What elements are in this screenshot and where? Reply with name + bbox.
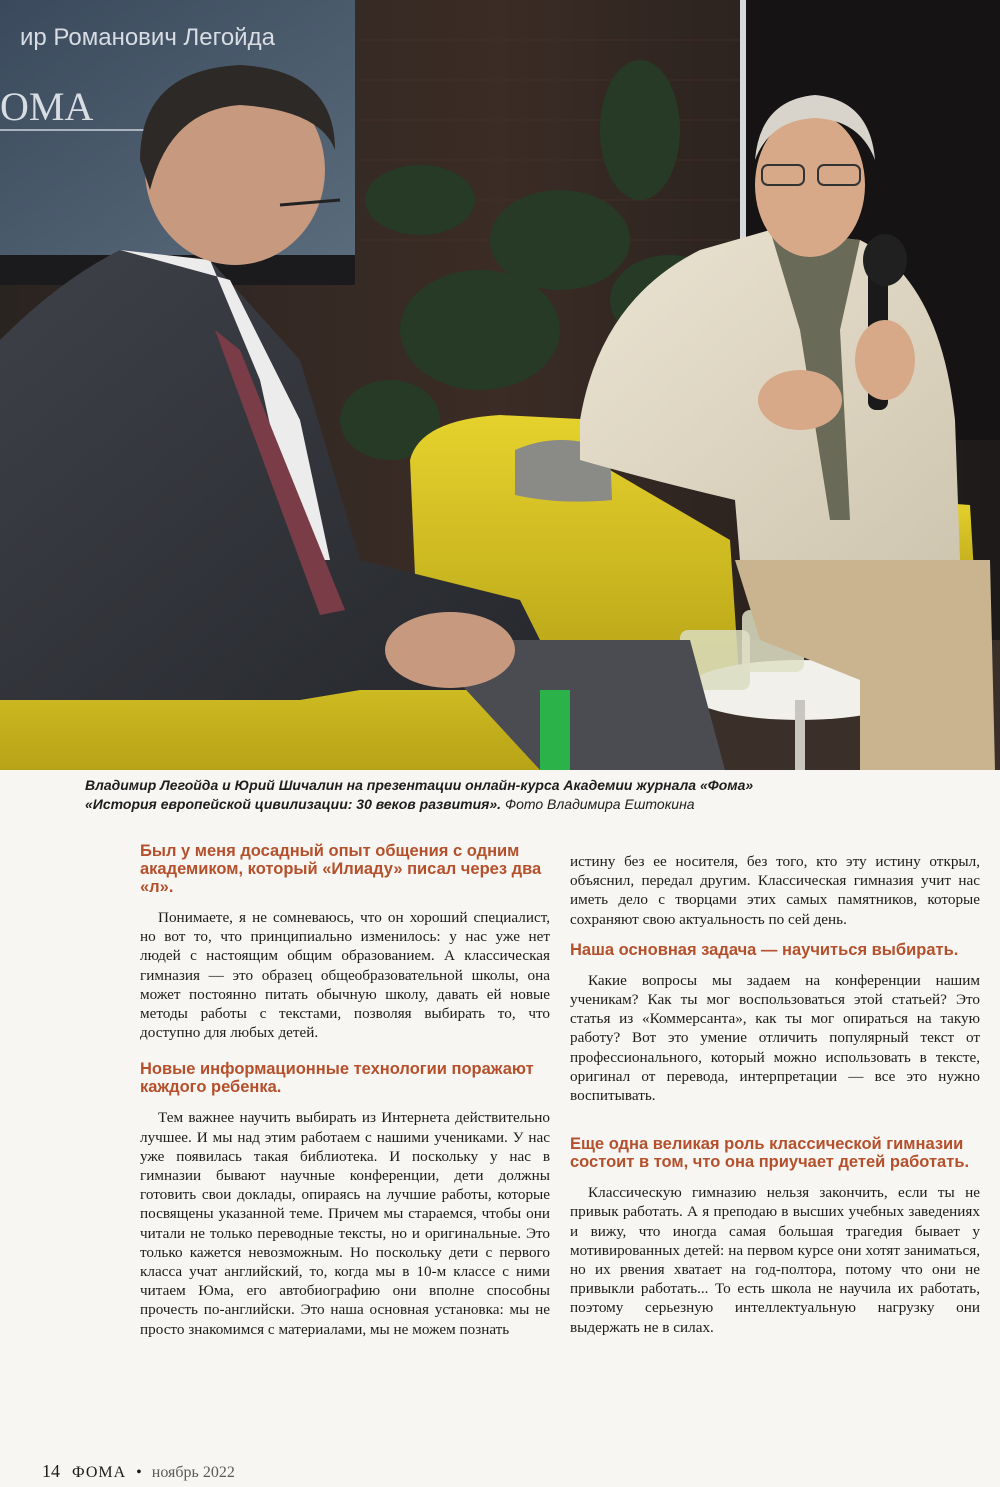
photo-caption	[85, 776, 945, 814]
page-number: 14	[42, 1461, 60, 1481]
footer-bullet: •	[136, 1464, 142, 1481]
heading-academician: Был у меня досадный опыт общения с одним академиком, который «Илиаду» писал через два «л».	[140, 842, 542, 896]
green-book	[540, 690, 570, 770]
photo-credit: Фото Владимира Ештокина	[501, 796, 695, 812]
issue-date: ноябрь 2022	[151, 1464, 235, 1481]
right-column	[570, 852, 980, 1337]
page-footer	[42, 1461, 235, 1482]
screen-speaker-name: ир Романович Легойда	[20, 24, 275, 51]
heading-information-technologies: Новые информационные технологии поражают каждого ребенка.	[140, 1060, 534, 1097]
paragraph-work-habits: Классическую гимназию нельзя закончить, если ты не привык работать. А я преподаю в высших учебных заведениях и вижу, что иногда самая большая трагедия бывает у мотивированных детей: на первом курсе они хотят заниматься, но их рвения хватает на год-полтора, потому что они не привыкли работать... То есть школа не научила их работать, поэтому серьезную интеллектуальную нагрузку они выдержать не в силах.	[570, 1184, 980, 1336]
caption-line-1: Владимир Легойда и Юрий Шичалин на презентации онлайн-курса Академии журнала «Фома»	[85, 777, 754, 793]
heading-great-role: Еще одна великая роль классической гимназии состоит в том, что она приучает детей работать.	[570, 1135, 970, 1172]
paragraph-internet: Тем важнее научить выбирать из Интернета действительно лучшее. И мы над этим работаем с нашими учениками. У нас уже появилась такая библиотека. И поскольку у нас в гимназии бывают научные конференции, дети должны готовить свои доклады, опираясь на лучшие работы, которые посвящены указанной теме. Причем мы стараемся, чтобы они читали не только переводные тексты, но и оригинальные. Это только кажется невозможным. Но поскольку дети с первого класса учат английский, то, когда мы в 10-м классе с ними читаем Юма, его автобиографию они вполне способны прочесть по-английски. Это наша основная установка: мы не просто знакомимся с материалами, мы не можем познать	[140, 1109, 550, 1338]
magazine-name: ФОМА	[72, 1464, 127, 1481]
left-column	[140, 842, 550, 1339]
screen-logo: ОМА	[0, 84, 94, 129]
paragraph-conference-questions: Какие вопросы мы задаем на конференции нашим ученикам? Как ты мог воспользоваться этой статьей? Это статья из «Коммерсанта», как ты мог опираться на такую работу? Вот это умение отличить популярный текст от профессионального, который можно использовать в тексте, оригинал от перевода, интерпретации — все это нужно воспитывать.	[570, 971, 980, 1105]
heading-main-task: Наша основная задача — научиться выбирать.	[570, 940, 959, 959]
paragraph-classical-gymnasium: Понимаете, я не сомневаюсь, что он хороший специалист, но вот то, что принципиально изменилось: у нас уже нет людей с настоящим общим образованием. А классическая гимназия — это образец общеобразовательной школы, она может постоянно питать обычную школу, давать ей новые методы работы с текстами, позволяя выбирать то, что доступно для любых детей.	[140, 909, 550, 1042]
caption-line-2: «История европейской цивилизации: 30 веков развития». Фото Владимира Ештокина	[85, 796, 695, 812]
paragraph-truth-continuation: истину без ее носителя, без того, кто эту истину открыл, объяснил, передал другим. Классическая гимназия учит нас иметь дело с творцами этих самых памятников, которые сохраняют свою актуальность по сей день.	[570, 853, 980, 928]
